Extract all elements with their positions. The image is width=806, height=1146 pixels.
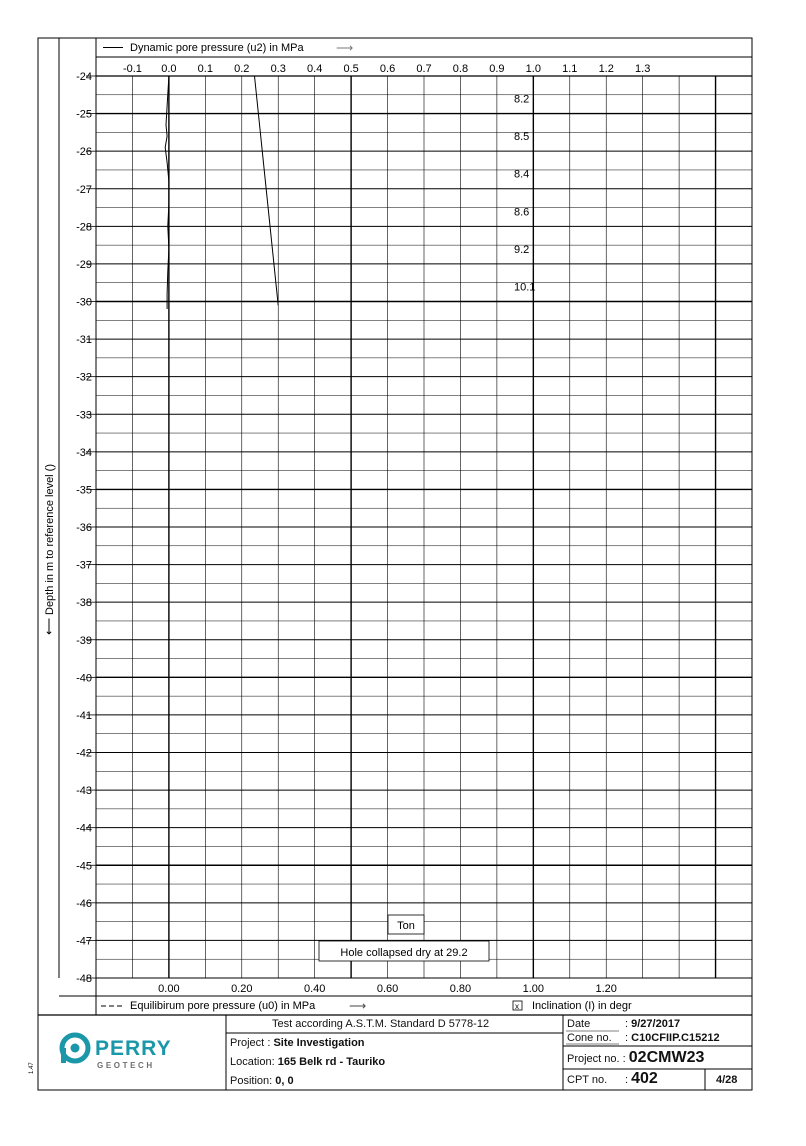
depth-tick-labels: [76, 71, 96, 985]
depth-tick-label: -26: [76, 146, 92, 159]
project-no-value: 02CMW23: [628, 1049, 705, 1066]
depth-axis-arrow: ⟵: [42, 617, 56, 635]
date-colon: :: [625, 1018, 632, 1030]
cpt-colon: :: [625, 1074, 632, 1086]
logo-core: [71, 1044, 80, 1053]
cone-value: C10CFIIP.C15212: [631, 1032, 720, 1044]
top-axis-arrow: ⟶: [336, 41, 354, 55]
depth-tick-label: -43: [76, 785, 92, 798]
date-label: Date: [567, 1018, 591, 1030]
depth-tick-label: -39: [76, 634, 92, 647]
project-no-row: [567, 1049, 704, 1067]
top-tick-label: 0.9: [489, 63, 505, 75]
bottom-tick-label: 0.60: [376, 983, 399, 995]
top-tick-label: 0.2: [234, 63, 250, 75]
top-axis-tick-labels: [123, 63, 650, 75]
inclination-value-label: 8.5: [514, 131, 530, 144]
cpt-value: 402: [631, 1070, 658, 1087]
logo-subtext: GEOTECH: [97, 1061, 155, 1070]
top-axis-label: Dynamic pore pressure (u2) in MPa: [130, 42, 304, 54]
depth-tick-label: -41: [76, 709, 92, 722]
location-value: 165 Belk rd - Tauriko: [277, 1056, 386, 1068]
date-value: 9/27/2017: [631, 1018, 681, 1030]
inclination-value-label: 8.4: [514, 168, 530, 181]
top-tick-label: 0.1: [197, 63, 213, 75]
ton-annotation: Ton: [397, 920, 415, 932]
project-label: Project: [230, 1037, 265, 1049]
inclination-value-label: 8.2: [514, 93, 530, 106]
top-tick-label: 0.3: [270, 63, 286, 75]
depth-tick-label: -37: [76, 559, 92, 572]
depth-tick-label: -25: [76, 108, 92, 121]
bottom-axis-tick-labels: [158, 983, 617, 995]
depth-tick-label: -33: [76, 409, 92, 422]
logo-stem: [61, 1048, 66, 1063]
depth-axis-title: [42, 464, 56, 635]
depth-tick-label: -24: [76, 71, 92, 83]
depth-tick-label: -28: [76, 221, 92, 234]
bottom-tick-label: 1.20: [595, 983, 617, 995]
top-tick-label: 1.1: [562, 63, 578, 75]
project-value: Site Investigation: [273, 1037, 365, 1049]
bottom-tick-label: 0.20: [231, 983, 253, 995]
page-number: 4/28: [716, 1074, 738, 1086]
depth-tick-label: -44: [76, 822, 92, 835]
logo-text: PERRY: [95, 1037, 172, 1060]
project-no-label: Project no.: [567, 1053, 620, 1065]
top-tick-label: 0.6: [379, 63, 396, 75]
inclination-value-label: 8.6: [514, 206, 530, 219]
inclination-label: Inclination (I) in degr: [532, 1000, 632, 1012]
project-colon: :: [267, 1037, 274, 1049]
perry-geotech-logo: [61, 1035, 172, 1070]
hole-collapsed-annotation: Hole collapsed dry at 29.2: [340, 947, 468, 959]
bottom-tick-label: 1.00: [522, 983, 545, 995]
bottom-axis-label: Equilibirum pore pressure (u0) in MPa: [130, 1000, 316, 1012]
depth-tick-label: -46: [76, 897, 92, 910]
top-tick-label: 1.0: [525, 63, 541, 75]
depth-tick-label: -45: [76, 860, 92, 873]
inclination-value-label: 9.2: [514, 243, 530, 256]
cpt-row: [625, 1070, 658, 1088]
top-tick-label: 1.3: [635, 63, 651, 75]
depth-tick-label: -30: [76, 296, 92, 309]
top-tick-label: 0.5: [343, 63, 359, 75]
depth-tick-label: -27: [76, 183, 92, 196]
depth-axis-label: Depth in m to reference level (): [44, 463, 56, 615]
position-label: Position:: [230, 1075, 273, 1087]
position-row: [230, 1075, 294, 1087]
depth-tick-label: -42: [76, 747, 92, 760]
bottom-tick-label: 0.40: [303, 983, 326, 995]
location-row: [230, 1056, 385, 1068]
inclination-legend-mark: x: [515, 1002, 519, 1011]
project-row: [230, 1037, 365, 1049]
depth-tick-label: -40: [76, 672, 92, 685]
top-tick-label: 0.0: [161, 63, 177, 75]
cpt-label: CPT no.: [567, 1074, 608, 1086]
u0-series-line: [255, 76, 279, 305]
top-tick-label: 0.7: [416, 63, 432, 75]
depth-tick-label: -31: [76, 334, 92, 347]
standard-text: Test according A.S.T.M. Standard D 5778-12: [272, 1018, 490, 1030]
top-tick-label: 0.4: [307, 63, 323, 75]
side-code: 1.47: [29, 1062, 35, 1074]
chart-grid: [96, 76, 752, 978]
chart-series: [165, 76, 278, 309]
top-tick-label: 0.8: [452, 63, 469, 75]
project-no-colon: :: [622, 1053, 629, 1065]
location-label: Location:: [230, 1056, 275, 1068]
cone-label: Cone no.: [567, 1032, 612, 1044]
bottom-tick-label: 0.80: [449, 983, 472, 995]
bottom-axis-arrow: ⟶: [349, 999, 367, 1013]
position-value: 0, 0: [275, 1075, 294, 1087]
cone-row: [625, 1032, 720, 1044]
depth-tick-label: -34: [76, 446, 92, 459]
depth-tick-label: -32: [76, 371, 92, 384]
depth-tick-label: -29: [76, 258, 92, 271]
top-tick-label: -0.1: [122, 63, 142, 75]
date-row: [625, 1018, 680, 1030]
bottom-tick-label: 0.00: [158, 983, 180, 995]
depth-tick-label: -47: [76, 935, 92, 948]
depth-tick-label: -35: [76, 484, 92, 497]
inclination-value-label: 10.1: [514, 281, 536, 294]
depth-tick-label: -36: [76, 522, 92, 534]
cone-colon: :: [625, 1032, 632, 1044]
depth-tick-label: -48: [76, 973, 92, 985]
depth-tick-label: -38: [76, 597, 92, 610]
top-tick-label: 1.2: [598, 63, 614, 75]
